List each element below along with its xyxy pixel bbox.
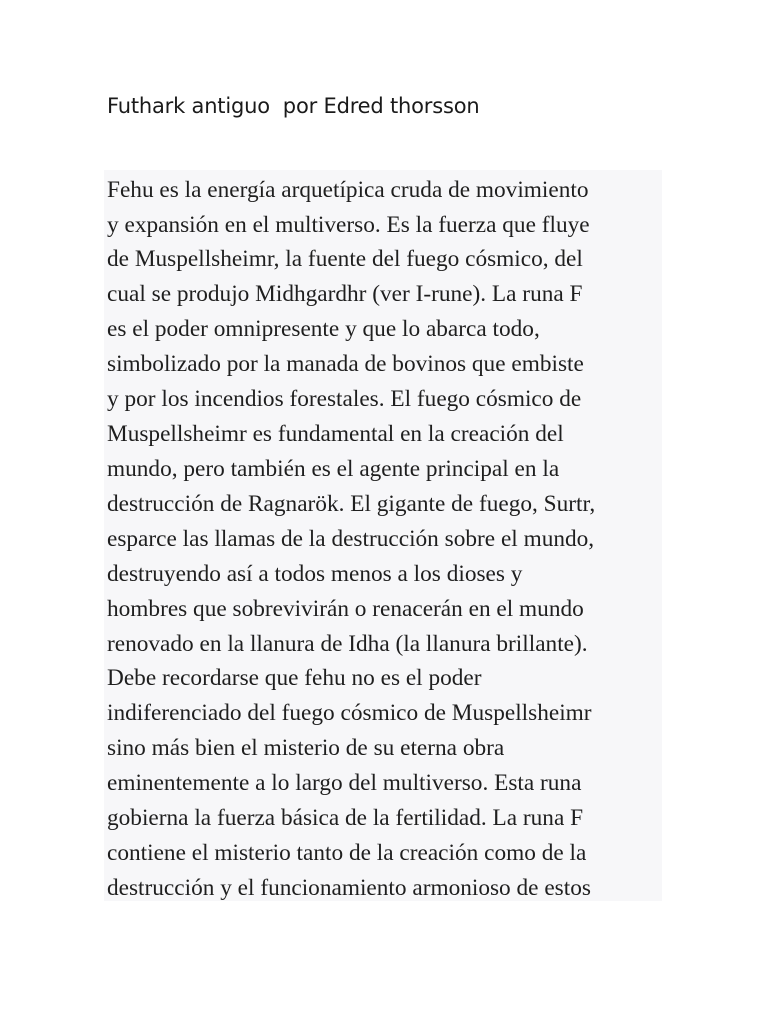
text-line-20: contiene el misterio tanto de la creación como de la: [107, 840, 587, 866]
text-line-19: gobierna la fuerza básica de la fertilidad. La runa F: [107, 805, 584, 831]
text-line-6: simbolizado por la manada de bovinos que embiste: [107, 351, 584, 377]
text-line-17: sino más bien el misterio de su eterna obra: [107, 735, 505, 761]
text-line-4: cual se produjo Midhgardhr (ver I-rune). La runa F: [107, 281, 583, 307]
body-text-block: [104, 170, 662, 901]
text-line-3: de Muspellsheimr, la fuente del fuego cósmico, del: [107, 246, 583, 272]
text-line-13: hombres que sobrevivirán o renacerán en el mundo: [107, 596, 584, 622]
text-line-18: eminentemente a lo largo del multiverso. Esta runa: [107, 770, 582, 796]
text-line-5: es el poder omnipresente y que lo abarca todo,: [107, 316, 540, 342]
text-line-2: y expansión en el multiverso. Es la fuerza que fluye: [107, 212, 590, 238]
text-line-11: esparce las llamas de la destrucción sobre el mundo,: [107, 526, 595, 552]
text-line-10: destrucción de Ragnarök. El gigante de fuego, Surtr,: [107, 491, 596, 517]
text-line-15: Debe recordarse que fehu no es el poder: [107, 665, 482, 691]
text-line-7: y por los incendios forestales. El fuego cósmico de: [107, 386, 582, 412]
text-line-9: mundo, pero también es el agente principal en la: [107, 456, 560, 482]
text-line-8: Muspellsheimr es fundamental en la creación del: [107, 421, 564, 447]
text-line-21: destrucción y el funcionamiento armonioso de estos: [107, 875, 591, 901]
text-line-14: renovado en la llanura de Idha (la llanura brillante).: [107, 631, 588, 657]
document-title: Futhark antiguo por Edred thorsson: [107, 94, 480, 118]
text-line-12: destruyendo así a todos menos a los dioses y: [107, 561, 523, 587]
text-line-1: Fehu es la energía arquetípica cruda de movimiento: [107, 177, 589, 203]
text-line-16: indiferenciado del fuego cósmico de Muspellsheimr: [107, 700, 592, 726]
